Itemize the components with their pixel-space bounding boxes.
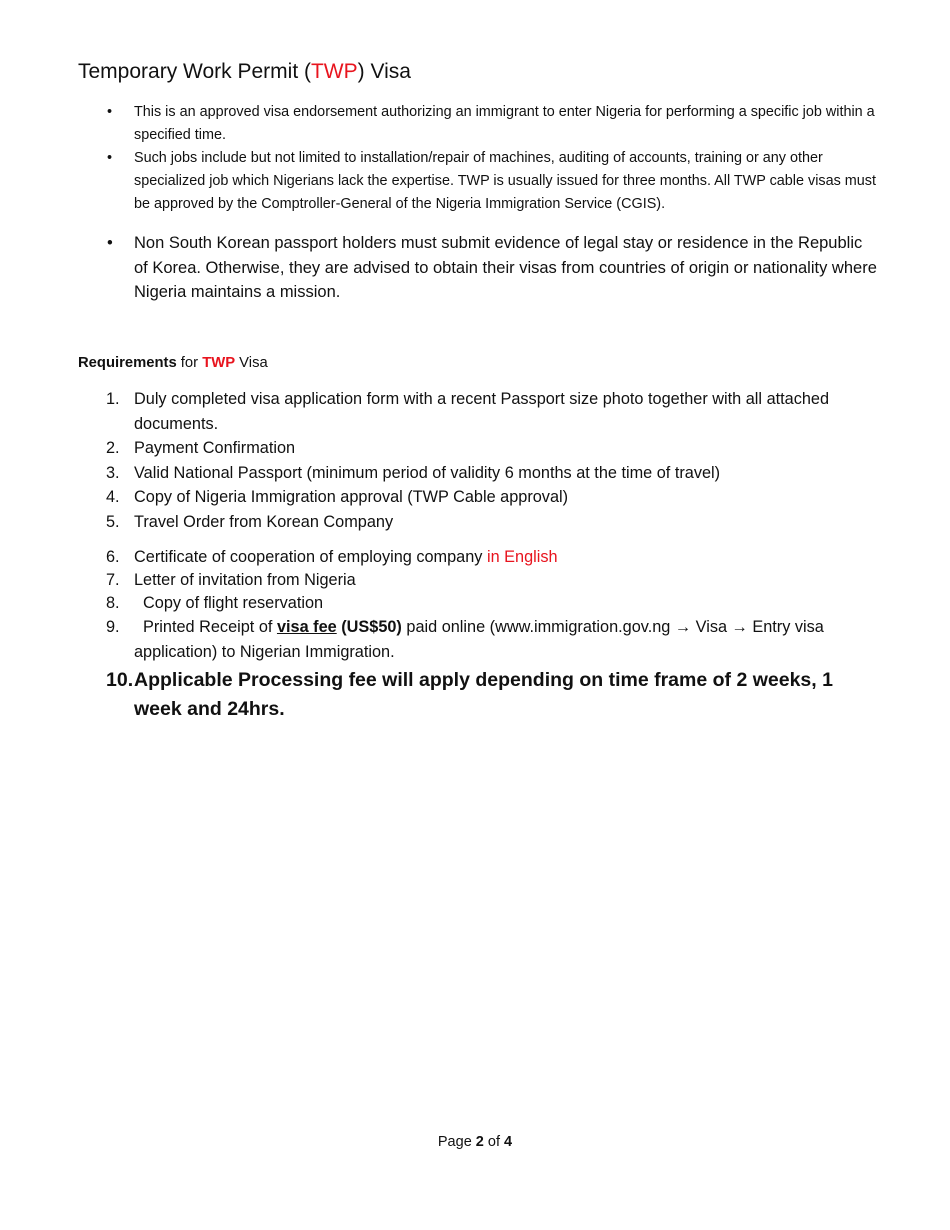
- requirement-text: Letter of invitation from Nigeria: [134, 571, 356, 589]
- requirements-list: [78, 387, 878, 724]
- title-prefix: Temporary Work Permit (: [78, 60, 311, 83]
- requirement-number: 3.: [106, 463, 120, 482]
- title-abbr: TWP: [310, 60, 358, 83]
- requirements-heading-suffix: Visa: [235, 355, 268, 371]
- requirements-heading-bold: Requirements: [78, 355, 177, 371]
- requirement-number: 7.: [106, 571, 120, 589]
- requirement-item: [78, 569, 878, 592]
- requirement-text-continued: paid online (www.immigration.gov.ng → Visa → Entry visa application) to Nigerian Immigration.: [134, 618, 824, 661]
- requirement-item: [78, 615, 878, 664]
- bullet-text: Non South Korean passport holders must submit evidence of legal stay or residence in the Republic of Korea. Otherwise, they are advised to obtain their visas from countries of origin or nationality where Nigeria maintains a mission.: [134, 234, 877, 301]
- footer-middle: of: [483, 1134, 505, 1150]
- requirement-number: 10.: [106, 669, 134, 691]
- title-suffix: ) Visa: [357, 60, 411, 83]
- bullet-dot: •: [107, 104, 113, 120]
- visa-fee-amount: (US$50): [336, 618, 402, 636]
- bullet-item: [78, 231, 878, 305]
- requirement-item: [78, 510, 878, 535]
- bullet-dot: •: [107, 150, 113, 166]
- requirements-heading: [78, 352, 268, 374]
- requirement-text: Copy of flight reservation: [143, 594, 324, 612]
- bullet-item: [78, 147, 878, 216]
- footer-prefix: Page: [437, 1134, 476, 1150]
- requirement-number: 2.: [106, 439, 120, 457]
- requirement-text: Travel Order from Korean Company: [134, 512, 394, 531]
- requirement-item: [78, 666, 878, 724]
- requirements-heading-for: for: [176, 355, 203, 371]
- page-title: [78, 58, 411, 86]
- requirement-number: 8.: [106, 594, 120, 612]
- footer-total-pages: 4: [504, 1134, 513, 1150]
- requirement-number: 5.: [106, 512, 120, 531]
- bullet-text: This is an approved visa endorsement authorizing an immigrant to enter Nigeria for performing a specific job within a specified time.: [134, 104, 875, 143]
- requirements-heading-abbr: TWP: [202, 355, 236, 371]
- requirement-item: [78, 546, 878, 569]
- requirement-text: Copy of Nigeria Immigration approval (TWP Cable approval): [134, 488, 569, 506]
- bullet-text: Such jobs include but not limited to installation/repair of machines, auditing of accounts, training or any other specialized job which Nigerians lack the expertise. TWP is usually issued for three months. All TWP cable visas must be approved by the Comptroller-General of the Nigeria Immigration Service (CGIS).: [134, 150, 876, 212]
- requirement-item: [78, 485, 878, 510]
- requirement-text: Applicable Processing fee will apply depending on time frame of 2 weeks, 1 week and 24hrs.: [134, 669, 833, 720]
- visa-fee-label: visa fee: [276, 618, 337, 636]
- page-footer: [0, 1131, 950, 1153]
- footer-current-page: 2: [475, 1134, 484, 1150]
- bullet-list: [78, 101, 878, 305]
- requirement-text: Payment Confirmation: [134, 439, 296, 457]
- requirement-item: [78, 461, 878, 486]
- requirement-text: Printed Receipt of: [143, 618, 277, 636]
- requirement-text: Certificate of cooperation of employing company: [134, 548, 487, 566]
- requirement-number: 9.: [106, 618, 120, 636]
- requirement-number: 1.: [106, 390, 120, 408]
- requirement-number: 4.: [106, 488, 120, 506]
- requirement-item: [78, 387, 878, 436]
- requirement-item: [78, 592, 878, 615]
- bullet-dot: •: [107, 234, 113, 252]
- bullet-item: [78, 101, 878, 147]
- requirement-text: Duly completed visa application form with a recent Passport size photo together with all attached documents.: [134, 390, 830, 433]
- requirement-number: 6.: [106, 548, 120, 566]
- requirement-highlight: in English: [486, 548, 558, 566]
- requirement-item: [78, 436, 878, 461]
- requirement-text: Valid National Passport (minimum period of validity 6 months at the time of travel): [134, 463, 721, 482]
